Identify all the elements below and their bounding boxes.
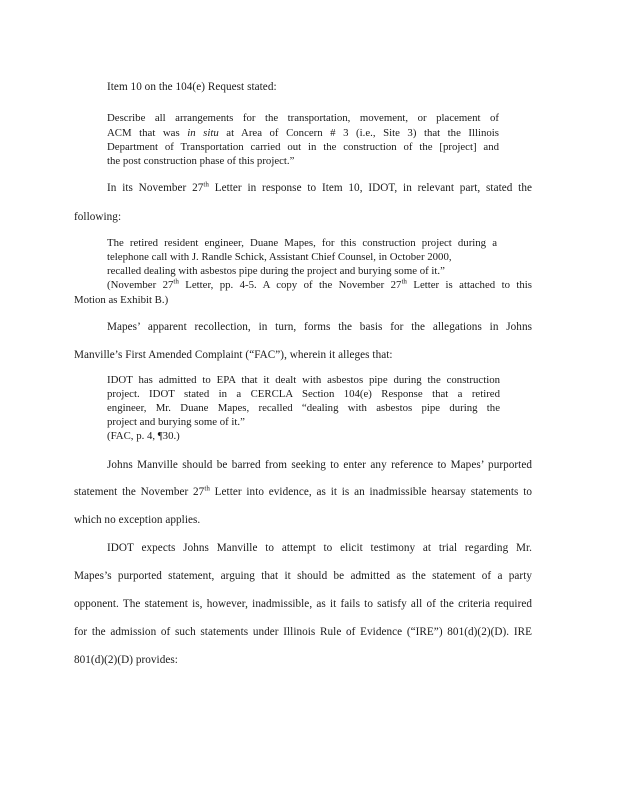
para-expects-line3: opponent. The statement is, however, inadmissible, as it fails to satisfy all of the criteria required xyxy=(74,598,532,610)
quote2-line4 xyxy=(107,277,532,291)
para-nov-line1-sup: th xyxy=(203,180,209,189)
para-mapes-line2: Manville’s First Amended Complaint (“FAC”), wherein it alleges that: xyxy=(74,349,393,361)
para-nov-line2: following: xyxy=(74,211,122,223)
para-barred-line3: which no exception applies. xyxy=(74,514,201,526)
para-nov-line1 xyxy=(107,180,533,194)
para-barred-line2 xyxy=(74,484,532,498)
para-mapes-line1: Mapes’ apparent recollection, in turn, forms the basis for the allegations in Johns xyxy=(107,321,532,333)
quote1-line2 xyxy=(107,128,499,139)
quote3-line4: project and burying some of it.” xyxy=(107,416,245,428)
para-expects-line4: for the admission of such statements under Illinois Rule of Evidence (“IRE”) 801(d)(2)(D). IRE xyxy=(74,626,532,638)
para-barred-line1: Johns Manville should be barred from seeking to enter any reference to Mapes’ purported xyxy=(107,459,532,471)
para-expects-line1: IDOT expects Johns Manville to attempt to elicit testimony at trial regarding Mr. xyxy=(107,542,532,554)
item-intro: Item 10 on the 104(e) Request stated: xyxy=(107,81,277,93)
quote2-line5: Motion as Exhibit B.) xyxy=(74,294,169,306)
quote2-line3: recalled dealing with asbestos pipe during the project and burying some of it.” xyxy=(107,265,445,277)
quote2-line4-c: Letter is attached to this xyxy=(406,279,532,291)
quote1-line3: Department of Transportation carried out in the construction of the [project] and xyxy=(107,141,499,153)
quote3-line3: engineer, Mr. Duane Mapes, recalled “dealing with asbestos pipe during the xyxy=(107,402,500,414)
para-nov-line1-b: Letter in response to Item 10, IDOT, in relevant part, stated the xyxy=(208,182,533,194)
quote1-line2-b: at Area of Concern # 3 (i.e., Site 3) that the Illinois xyxy=(218,127,499,139)
para-nov-line1-a: In its November 27 xyxy=(107,182,204,194)
quote3-line2: project. IDOT stated in a CERCLA Section 104(e) Response that a retired xyxy=(107,388,500,400)
quote2-line4-b: Letter, pp. 4-5. A copy of the November 27 xyxy=(178,279,402,291)
quote3-line1: IDOT has admitted to EPA that it dealt with asbestos pipe during the construction xyxy=(107,374,500,386)
quote2-line4-sup2: th xyxy=(401,277,407,286)
quote1-line1: Describe all arrangements for the transportation, movement, or placement of xyxy=(107,112,499,124)
quote2-line2: telephone call with J. Randle Schick, Assistant Chief Counsel, in October 2000, xyxy=(107,251,452,263)
para-barred-line2-sup: th xyxy=(204,484,210,493)
para-expects-line5: 801(d)(2)(D) provides: xyxy=(74,654,178,666)
quote1-line2-italic: in situ xyxy=(187,127,219,139)
quote3-line5: (FAC, p. 4, ¶30.) xyxy=(107,430,180,442)
para-barred-line2-a: statement the November 27 xyxy=(74,486,205,498)
quote2-line4-sup: th xyxy=(173,277,179,286)
quote1-line2-a: ACM that was xyxy=(107,127,188,139)
para-expects-line2: Mapes’s purported statement, arguing that it should be admitted as the statement of a party xyxy=(74,570,532,582)
quote2-line4-a: (November 27 xyxy=(107,279,174,291)
quote1-line4: the post construction phase of this project.” xyxy=(107,155,295,167)
quote2-line1: The retired resident engineer, Duane Mapes, for this construction project during a xyxy=(107,237,497,249)
para-barred-line2-b: Letter into evidence, as it is an inadmissible hearsay statements to xyxy=(209,486,532,498)
